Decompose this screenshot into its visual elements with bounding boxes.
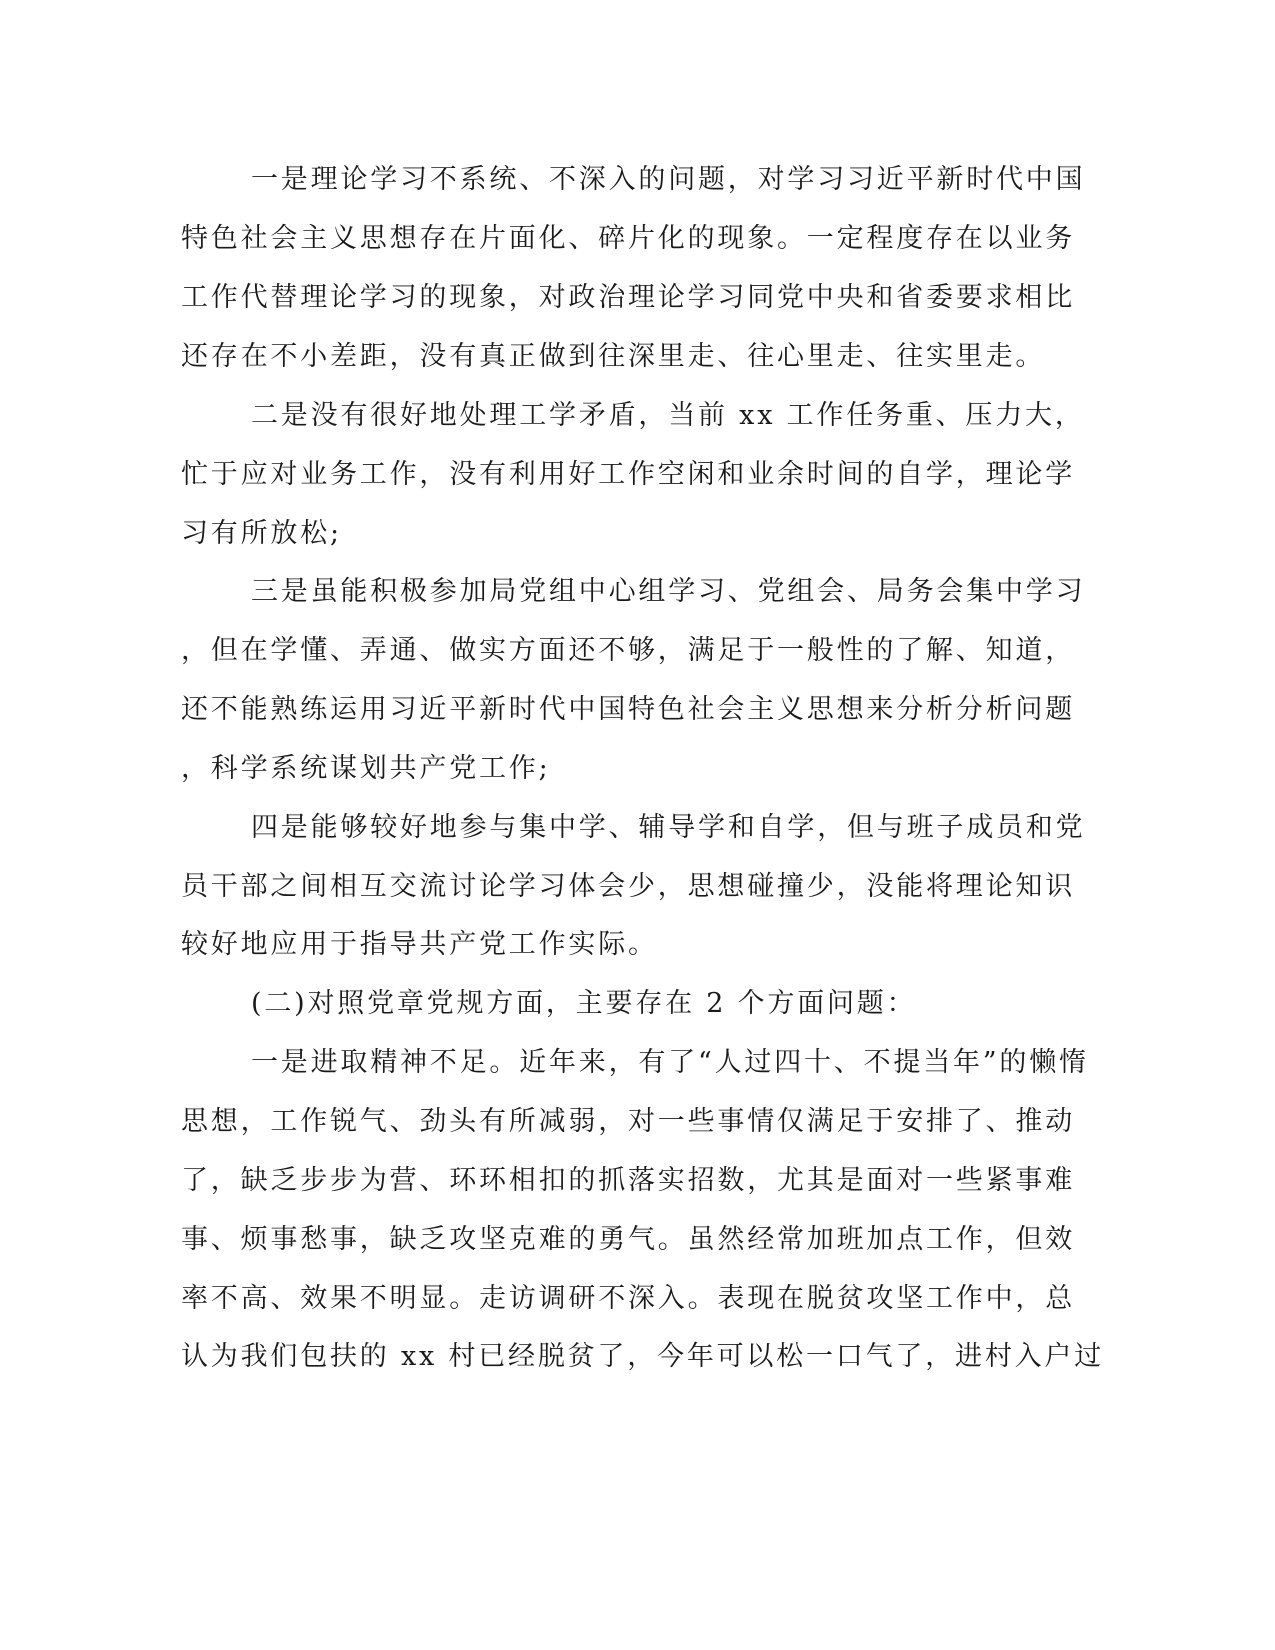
text-line: 率不高、效果不明显。走访调研不深入。表现在脱贫攻坚工作中，总: [181, 1283, 1075, 1314]
text-line: 事、烦事愁事，缺乏攻坚克难的勇气。虽然经常加班加点工作，但效: [181, 1224, 1075, 1255]
text-line: 较好地应用于指导共产党工作实际。: [181, 929, 658, 960]
text-line: 特色社会主义思想存在片面化、碎片化的现象。一定程度存在以业务: [181, 223, 1075, 254]
text-line: 二是没有很好地处理工学矛盾，当前 xx 工作任务重、压力大，: [251, 400, 1085, 431]
text-line: 习有所放松;: [181, 518, 342, 549]
text-line: ，但在学懂、弄通、做实方面还不够，满足于一般性的了解、知道，: [181, 635, 1075, 666]
text-line: 四是能够较好地参与集中学、辅导学和自学，但与班子成员和党: [251, 812, 1086, 843]
text-line: 了，缺乏步步为营、环环相扣的抓落实招数，尤其是面对一些紧事难: [181, 1165, 1075, 1196]
text-line: 员干部之间相互交流讨论学习体会少，思想碰撞少，没能将理论知识: [181, 871, 1075, 902]
text-line: 忙于应对业务工作，没有利用好工作空闲和业余时间的自学，理论学: [181, 459, 1075, 490]
text-line: 一是进取精神不足。近年来，有了“人过四十、不提当年”的懒惰: [251, 1047, 1089, 1078]
text-line: 三是虽能积极参加局党组中心组学习、党组会、局务会集中学习: [251, 576, 1086, 607]
text-line: 思想，工作锐气、劲头有所减弱，对一些事情仅满足于安排了、推动: [181, 1106, 1075, 1137]
text-line: 认为我们包扶的 xx 村已经脱贫了，今年可以松一口气了，进村入户过: [181, 1341, 1105, 1372]
section-heading: (二)对照党章党规方面，主要存在 2 个方面问题：: [251, 988, 917, 1019]
text-line: 工作代替理论学习的现象，对政治理论学习同党中央和省委要求相比: [181, 282, 1075, 313]
text-line: 一是理论学习不系统、不深入的问题，对学习习近平新时代中国: [251, 164, 1086, 195]
text-line: ，科学系统谋划共产党工作;: [181, 753, 551, 784]
text-line: 还存在不小差距，没有真正做到往深里走、往心里走、往实里走。: [181, 341, 1046, 372]
text-line: 还不能熟练运用习近平新时代中国特色社会主义思想来分析分析问题: [181, 694, 1075, 725]
